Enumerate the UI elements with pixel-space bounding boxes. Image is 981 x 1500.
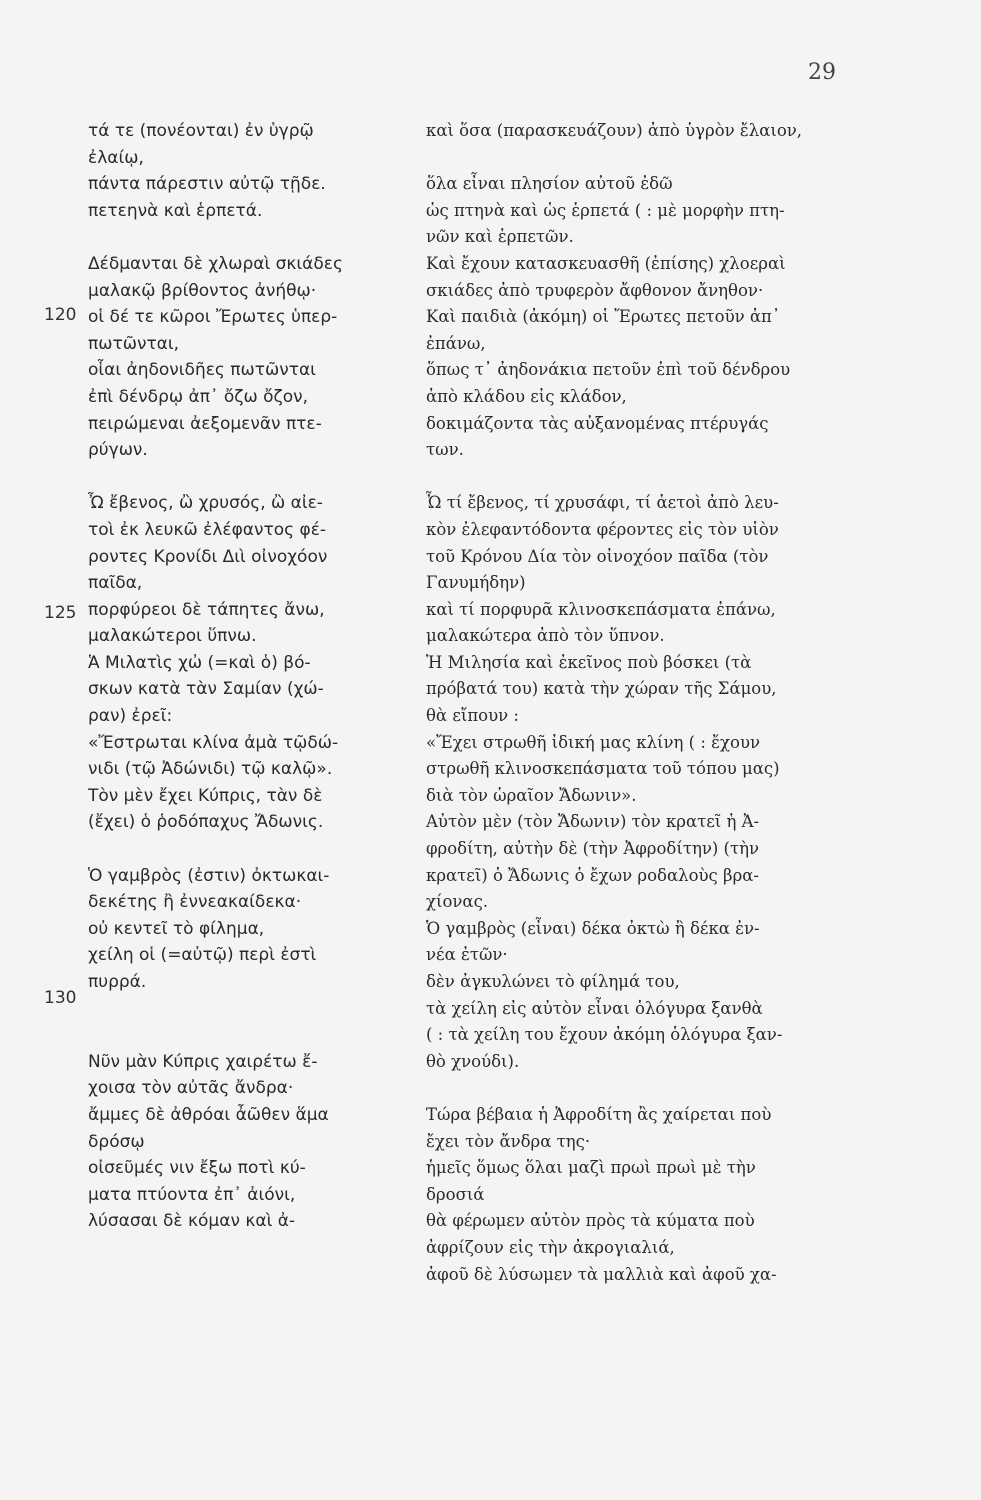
verse-line: ροντες Κρονίδι Διὶ οἰνοχόον (88, 546, 328, 567)
page-number: 29 (808, 60, 836, 85)
verse-line: Ὁ γαμβρὸς (ἐστιν) ὀκτωκαι- (88, 865, 330, 886)
translation-line: Καὶ ἔχουν κατασκευασθῆ (ἐπίσης) χλοεραὶ (426, 253, 786, 273)
stanza-gap (426, 1075, 874, 1102)
translation-line: νέα ἐτῶν· (426, 945, 508, 965)
translation-line: ἐπάνω, (426, 333, 486, 353)
stanza-gap (88, 464, 404, 491)
verse-line: οὐ κεντεῖ τὸ φίλημα, (88, 918, 265, 939)
translation-line: ( : τὰ χείλη του ἔχουν ἀκόμη ὁλόγυρα ξαν- (426, 1025, 783, 1045)
translation-line: πρόβατά του) κατὰ τὴν χώραν τῆς Σάμου, (426, 679, 777, 699)
translation-line: δροσιά (426, 1184, 485, 1204)
verse-line: ἐλαίῳ, (88, 147, 144, 168)
translation-line: διὰ τὸν ὡραῖον Ἄδωνιν». (426, 785, 637, 805)
translation-line: θὰ φέρωμεν αὐτὸν πρὸς τὰ κύματα ποὺ (426, 1211, 755, 1231)
translation-line: ἀφοῦ δὲ λύσωμεν τὰ μαλλιὰ καὶ ἀφοῦ χα- (426, 1264, 777, 1284)
translation-line: ὅπως τ᾽ ἀηδονάκια πετοῦν ἐπὶ τοῦ δένδρου (426, 360, 791, 380)
verse-line: σκων κατὰ τὰν Σαμίαν (χώ- (88, 679, 324, 700)
verse-line: ραν) ἐρεῖ: (88, 706, 173, 727)
verse-line: πετεηνὰ καὶ ἑρπετά. (88, 200, 263, 221)
verse-line: πυρρά. (88, 972, 147, 992)
line-number-130: 130 (44, 988, 77, 1008)
verse-line: Δέδμανται δὲ χλωραὶ σκιάδες (88, 253, 343, 274)
verse-line: Τὸν μὲν ἔχει Κύπρις, τὰν δὲ (88, 785, 323, 806)
stanza-gap (426, 464, 874, 491)
stanza-gap (88, 836, 404, 863)
translation-line: φροδίτη, αὐτὴν δὲ (τὴν Ἀφροδίτην) (τὴν (426, 839, 760, 859)
translation-line: ὅλα εἶναι πλησίον αὐτοῦ ἐδῶ (426, 174, 673, 194)
modern-greek-translation-column (426, 118, 874, 1288)
translation-line: νῶν καὶ ἑρπετῶν. (426, 227, 574, 247)
translation-line: θὰ εἴπουν : (426, 706, 519, 726)
translation-line: κὸν ἐλεφαντόδοντα φέροντες εἰς τὸν υἱὸν (426, 519, 779, 539)
verse-line: (ἔχει) ὁ ῥοδόπαχυς Ἄδωνις. (88, 812, 324, 833)
verse-line: μαλακώτεροι ὕπνω. (88, 626, 257, 647)
verse-line: πορφύρεοι δὲ τάπητες ἄνω, (88, 599, 325, 620)
verse-line: Νῦν μὰν Κύπρις χαιρέτω ἔ- (88, 1051, 318, 1072)
verse-line: χείλη οἱ (=αὐτῷ) περὶ ἐστὶ (88, 945, 317, 966)
verse-line: πειρώμεναι ἀεξομενᾶν πτε- (88, 413, 322, 434)
line-number-125: 125 (44, 603, 77, 623)
verse-line: οἰσεῦμές νιν ἔξω ποτὶ κύ- (88, 1158, 306, 1179)
verse-line: πωτῶνται, (88, 333, 180, 354)
translation-line: ἀφρίζουν εἰς τὴν ἀκρογιαλιά, (426, 1237, 675, 1257)
translation-line: δοκιμάζοντα τὰς αὐξανομένας πτέρυγάς (426, 413, 769, 433)
verse-line: Ἁ Μιλατὶς χὠ (=καὶ ὁ) βό- (88, 652, 311, 673)
translation-line: σκιάδες ἀπὸ τρυφερὸν ἄφθονον ἄνηθον· (426, 280, 764, 300)
verse-line: δρόσῳ (88, 1131, 145, 1152)
verse-line: ματα πτύοντα ἐπ᾽ ἀιόνι, (88, 1184, 296, 1205)
stanza-gap (426, 145, 874, 172)
translation-line: Γανυμήδην) (426, 573, 526, 593)
translation-line: Ὁ γαμβρὸς (εἶναι) δέκα ὀκτὼ ἢ δέκα ἐν- (426, 918, 760, 938)
translation-line: θὸ χνούδι). (426, 1051, 520, 1071)
stanza-gap (88, 1022, 404, 1049)
translation-line: Αὐτὸν μὲν (τὸν Ἄδωνιν) τὸν κρατεῖ ἡ Ἀ- (426, 812, 760, 832)
translation-line: καὶ ὅσα (παρασκευάζουν) ἀπὸ ὑγρὸν ἔλαιον, (426, 121, 803, 140)
verse-line: παῖδα, (88, 573, 143, 594)
line-number-120: 120 (44, 305, 77, 325)
translation-line: δὲν ἀγκυλώνει τὸ φίλημά του, (426, 972, 680, 991)
verse-line: ἄμμες δὲ ἀθρόαι ἆῶθεν ἅμα (88, 1104, 329, 1125)
stanza-gap (88, 224, 404, 251)
translation-line: Καὶ παιδιὰ (ἀκόμη) οἱ Ἔρωτες πετοῦν ἀπ᾽ (426, 307, 781, 327)
translation-line: Ὦ τί ἔβενος, τί χρυσάφι, τί ἀετοὶ ἀπὸ λευ- (426, 493, 779, 513)
verse-line: «Ἔστρωται κλίνα ἀμὰ τῷδώ- (88, 732, 339, 753)
translation-line: στρωθῆ κλινοσκεπάσματα τοῦ τόπου μας) (426, 759, 780, 779)
verse-line: νιδι (τῷ Ἀδώνιδι) τῷ καλῷ». (88, 759, 333, 780)
translation-line: ἡμεῖς ὅμως ὅλαι μαζὶ πρωὶ πρωὶ μὲ τὴν (426, 1158, 756, 1178)
verse-line: ἐπὶ δένδρῳ ἀπ᾽ ὄζω ὄζον, (88, 386, 309, 407)
translation-line: ἀπὸ κλάδου εἰς κλάδον, (426, 386, 627, 406)
translation-line: ἔχει τὸν ἄνδρα της· (426, 1131, 591, 1151)
translation-line: καὶ τί πορφυρᾶ κλινοσκεπάσματα ἐπάνω, (426, 599, 776, 619)
verse-line: λύσασαι δὲ κόμαν καὶ ἀ- (88, 1211, 296, 1232)
verse-line: τοὶ ἐκ λευκῶ ἐλέφαντος φέ- (88, 519, 327, 540)
verse-line: οἷαι ἀηδονιδῆες πωτῶνται (88, 360, 316, 381)
translation-line: τὰ χείλη εἰς αὐτὸν εἶναι ὁλόγυρα ξανθὰ (426, 998, 763, 1018)
translation-line: ὡς πτηνὰ καὶ ὡς ἑρπετά ( : μὲ μορφὴν πτη- (426, 200, 785, 220)
verse-line: ρύγων. (88, 440, 148, 461)
verse-line: τά τε (πονέονται) ἐν ὑγρῷ (88, 121, 314, 141)
ancient-greek-text-column (88, 118, 404, 1235)
translation-line: Τώρα βέβαια ἡ Ἀφροδίτη ἂς χαίρεται ποὺ (426, 1104, 772, 1124)
translation-line: κρατεῖ) ὁ Ἄδωνις ὁ ἔχων ροδαλοὺς βρα- (426, 865, 759, 885)
verse-line: δεκέτης ἢ ἐννεακαίδεκα· (88, 892, 302, 913)
translation-line: μαλακώτερα ἀπὸ τὸν ὕπνον. (426, 626, 665, 646)
translation-line: «Ἔχει στρωθῆ ἰδική μας κλίνη ( : ἔχουν (426, 732, 761, 752)
translation-line: των. (426, 440, 464, 460)
translation-line: χίονας. (426, 892, 489, 912)
translation-line: τοῦ Κρόνου Δία τὸν οἰνοχόον παῖδα (τὸν (426, 546, 769, 566)
verse-line: χοισα τὸν αὐτᾶς ἄνδρα· (88, 1078, 294, 1099)
stanza-gap (88, 996, 404, 1023)
verse-line: πάντα πάρεστιν αὐτῷ τῇδε. (88, 174, 326, 195)
verse-line: οἱ δέ τε κῶροι Ἔρωτες ὑπερ- (88, 307, 338, 328)
verse-line: μαλακῷ βρίθοντος ἀνήθῳ· (88, 280, 317, 301)
verse-line: Ὦ ἔβενος, ὢ χρυσός, ὢ αἰε- (88, 493, 323, 514)
translation-line: Ἡ Μιλησία καὶ ἐκεῖνος ποὺ βόσκει (τὰ (426, 652, 752, 672)
